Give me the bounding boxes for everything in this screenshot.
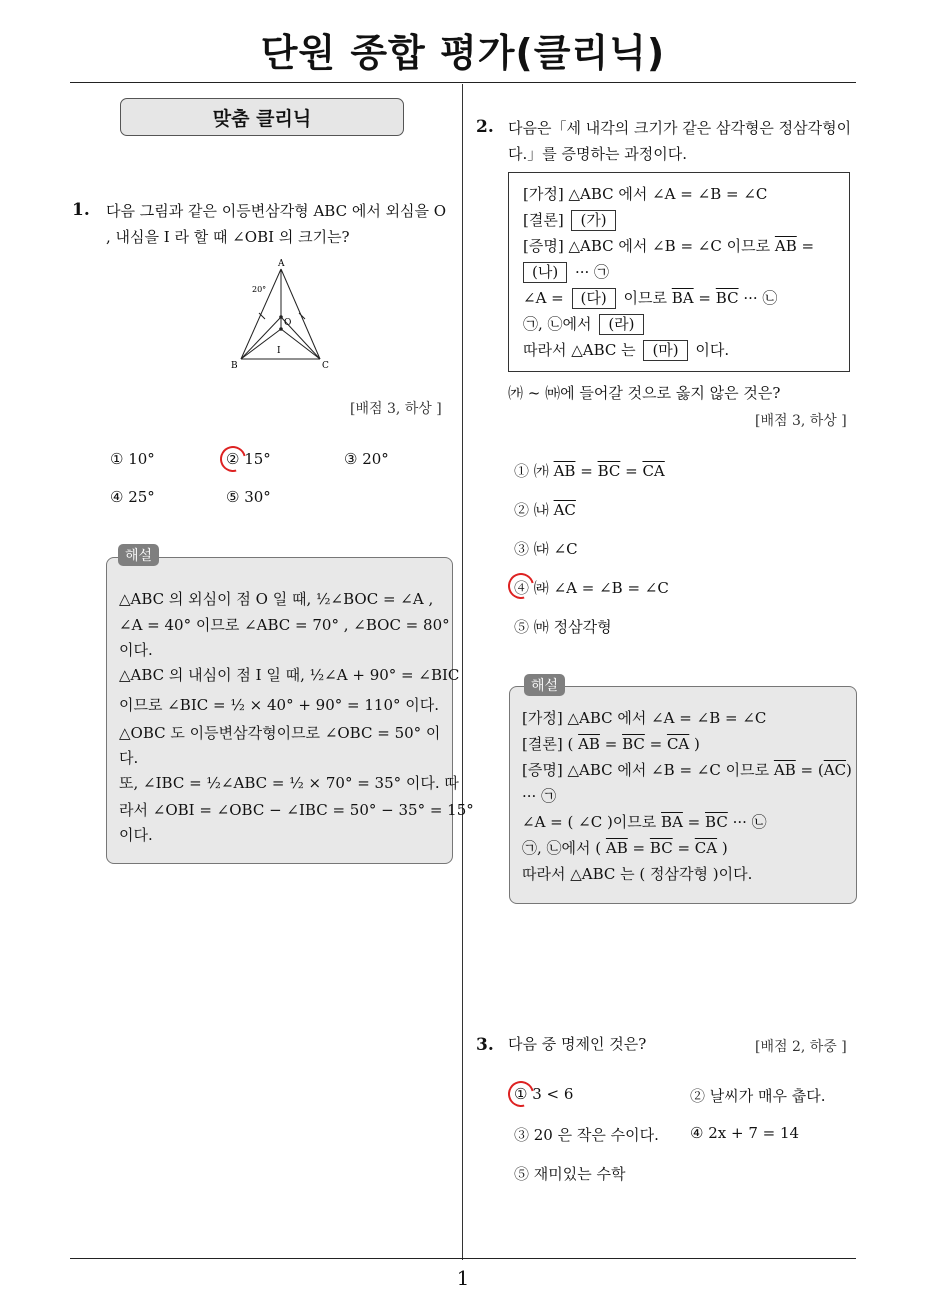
proof-line-7 (523, 339, 729, 361)
q1-solution-box (106, 557, 474, 864)
footer-rule (70, 1258, 856, 1259)
question-2-number: 2. (476, 117, 494, 137)
proof-eq: = (801, 237, 815, 255)
q2-sol-seg-ca-2: $\overline{CA}$ (694, 839, 718, 857)
q1-solution-line-10: 이다. (119, 826, 153, 844)
figure-angle-label: 20° (252, 285, 267, 294)
proof-from-refs: ㉠, ㉡에서 (523, 315, 592, 333)
q2-sol-proof-text: [증명] △ABC 에서 ∠B = ∠C 이므로 (522, 761, 770, 779)
question-3-score: [배점 2, 하중 ] (755, 1039, 847, 1055)
q2-sol-seg-ab: $\overline{AB}$ (578, 735, 600, 753)
q2-sol-line-4: ··· ㉠ (522, 787, 557, 805)
q2-option-2[interactable] (514, 499, 576, 520)
proof-line-1: [가정] △ABC 에서 ∠A = ∠B = ∠C (523, 185, 768, 203)
proof-eq-2: = (698, 289, 711, 307)
proof-end: 이다. (695, 341, 730, 359)
q2-option-1-tag: ㈎ (533, 462, 549, 480)
q3-option-2[interactable]: ② 날씨가 매우 춥다. (690, 1087, 826, 1105)
q2-option-3-number: ③ (514, 540, 530, 558)
proof-since: 이므로 (623, 289, 667, 307)
q1-solution-line-9: 라서 ∠OBI = ∠OBC − ∠IBC = 50° − 35° = 15° (119, 801, 474, 819)
q2-option-4-tag: ㈑ (533, 579, 549, 597)
q2-option-4[interactable] (514, 577, 669, 598)
q1-solution-line-6: △OBC 도 이등변삼각형이므로 ∠OBC = 50° 이 (119, 724, 441, 742)
question-2-text-line2: 다.」를 증명하는 과정이다. (508, 145, 687, 163)
q2-sol-ref-2: ··· ㉡ (732, 813, 767, 831)
q2-sol-seg-ba: $\overline{BA}$ (661, 813, 683, 831)
q3-answer-mark (503, 1076, 539, 1112)
proof-segment-ab: $\overline{AB}$ (774, 237, 797, 255)
q2-sol-seg-bc-2: $\overline{BC}$ (705, 813, 728, 831)
blank-da: (다) (572, 288, 616, 309)
q1-option-1[interactable]: ① 10° (110, 450, 155, 468)
q2-sol-eq-a: = (599, 735, 623, 753)
proof-line-4 (523, 261, 609, 283)
q3-option-1[interactable]: ① 3 < 6 (514, 1085, 574, 1103)
proof-ref-1: ··· ㉠ (574, 263, 610, 281)
proof-box (508, 172, 850, 372)
proof-line-3 (523, 235, 814, 256)
figure-label-a: A (278, 259, 285, 269)
q2-sol-line-1: [가정] △ABC 에서 ∠A = ∠B = ∠C (522, 709, 767, 727)
q3-option-3[interactable]: ③ 20 은 작은 수이다. (514, 1126, 659, 1144)
figure-label-b: B (231, 361, 238, 371)
q2-sol-eq-c: = ( (800, 761, 824, 779)
q2-option-3-text: ∠C (553, 540, 578, 558)
q1-answer-mark (215, 441, 251, 477)
proof-segment-bc: $\overline{BC}$ (715, 289, 739, 307)
q2-sol-angle-text: ∠A = ( ∠C )이므로 (522, 813, 657, 831)
q2-option-5-number: ⑤ (514, 618, 530, 636)
q2-sol-conclusion-label: [결론] ( (522, 735, 574, 753)
q1-option-3[interactable]: ③ 20° (344, 450, 389, 468)
q1-solution-tag: 해설 (118, 544, 159, 566)
proof-segment-ba: $\overline{BA}$ (671, 289, 694, 307)
blank-ga: (가) (571, 210, 615, 231)
q2-option-3-tag: ㈐ (533, 540, 549, 558)
q2-sol-eq-e: = (627, 839, 650, 857)
q2-option-4-number: ④ (514, 579, 530, 597)
q2-option-5[interactable] (514, 616, 612, 637)
page-number: 1 (456, 1266, 470, 1290)
blank-ra: (라) (599, 314, 643, 335)
triangle-figure (225, 255, 340, 375)
question-1-text-line1: 다음 그림과 같은 이등변삼각형 ABC 에서 외심을 O (106, 202, 447, 220)
q2-sol-eq-f: = (672, 839, 695, 857)
q1-option-4[interactable]: ④ 25° (110, 488, 155, 506)
q2-sol-seg-ca: $\overline{CA}$ (666, 735, 690, 753)
q2-sol-seg-ab-2: $\overline{AB}$ (773, 761, 796, 779)
section-label: 맞춤 클리닉 (120, 98, 404, 136)
proof-line-2 (523, 209, 619, 231)
q2-sol-line-3 (522, 757, 852, 783)
question-1-score: [배점 3, 하상 ] (350, 401, 442, 417)
q2-solution-box (509, 686, 857, 904)
q2-sol-seg-ab-3: $\overline{AB}$ (605, 839, 628, 857)
proof-ref-2: ··· ㉡ (743, 289, 778, 307)
q2-sol-close-2: ) (846, 761, 852, 779)
q2-option-1-seg-b: $\overline{BC}$ (597, 462, 621, 480)
q2-option-2-seg: $\overline{AC}$ (553, 501, 576, 519)
q2-answer-mark (503, 568, 539, 604)
column-divider (462, 84, 463, 1260)
figure-label-i: I (277, 346, 281, 356)
q2-option-5-tag: ㈒ (533, 618, 549, 636)
question-3-text: 다음 중 명제인 것은? (508, 1035, 647, 1053)
question-1-text-line2: , 내심을 I 라 할 때 ∠OBI 의 크기는? (106, 228, 350, 246)
proof-line-5 (523, 287, 777, 309)
q2-option-4-text: ∠A = ∠B = ∠C (553, 579, 669, 597)
q2-sol-line-5 (522, 809, 767, 835)
proof-line-6 (523, 313, 647, 335)
q2-option-1-eq1: = (575, 462, 598, 480)
q2-sol-line-7: 따라서 △ABC 는 ( 정삼각형 )이다. (522, 865, 753, 883)
q2-sol-seg-ac: $\overline{AC}$ (823, 761, 847, 779)
q2-option-3[interactable] (514, 538, 578, 559)
q1-solution-line-3: 이다. (119, 641, 153, 659)
q2-option-1-seg-c: $\overline{CA}$ (642, 462, 665, 480)
q2-option-2-number: ② (514, 501, 530, 519)
blank-ma: (마) (643, 340, 687, 361)
q1-solution-line-2: ∠A = 40° 이므로 ∠ABC = 70° , ∠BOC = 80° (119, 616, 450, 634)
q3-option-4[interactable]: ④ 2x + 7 = 14 (690, 1124, 800, 1142)
blank-na: (나) (523, 262, 567, 283)
q1-option-5[interactable]: ⑤ 30° (226, 488, 271, 506)
page-title: 단원 종합 평가(클리닉) (260, 31, 666, 75)
q1-solution-line-1: △ABC 의 외심이 점 O 일 때, ½∠BOC = ∠A , (119, 590, 434, 608)
q2-option-1[interactable] (514, 460, 665, 481)
proof-angle-a: ∠A = (523, 289, 564, 307)
proof-conclusion-label: [결론] (523, 211, 564, 229)
q2-sol-seg-bc-3: $\overline{BC}$ (649, 839, 673, 857)
q2-option-1-seg-a: $\overline{AB}$ (553, 462, 576, 480)
proof-therefore: 따라서 △ABC 는 (523, 341, 636, 359)
question-3-number: 3. (476, 1035, 494, 1055)
question-1-number: 1. (72, 200, 90, 220)
q1-solution-line-4: △ABC 의 내심이 점 I 일 때, ½∠A + 90° = ∠BIC (119, 666, 460, 684)
q2-option-5-text: 정삼각형 (553, 618, 612, 636)
q2-sol-line-2 (522, 731, 700, 757)
q2-option-2-tag: ㈏ (533, 501, 549, 519)
q2-solution-tag: 해설 (524, 674, 565, 696)
q2-option-1-eq2: = (620, 462, 643, 480)
q2-sol-from-refs: ㉠, ㉡에서 ( (522, 839, 602, 857)
q1-option-2[interactable]: ② 15° (226, 450, 271, 468)
q2-sol-eq-d: = (682, 813, 706, 831)
proof-line-3-text: [증명] △ABC 에서 ∠B = ∠C 이므로 (523, 237, 771, 255)
q2-sol-close-3: ) (721, 839, 728, 857)
q2-sol-seg-bc: $\overline{BC}$ (622, 735, 645, 753)
q1-solution-line-7: 다. (119, 749, 139, 767)
q2-option-1-number: ① (514, 462, 530, 480)
figure-label-o: O (284, 318, 292, 328)
q2-sol-close-1: ) (694, 735, 700, 753)
q2-sol-line-6 (522, 835, 728, 861)
header-rule (70, 82, 856, 83)
q1-solution-line-5: 이므로 ∠BIC = ½ × 40° + 90° = 110° 이다. (119, 696, 440, 714)
figure-label-c: C (322, 361, 329, 371)
q2-sol-eq-b: = (644, 735, 667, 753)
question-2-text-line1: 다음은「세 내각의 크기가 같은 삼각형은 정삼각형이 (508, 119, 852, 137)
question-2-score: [배점 3, 하상 ] (755, 413, 847, 429)
q3-option-5[interactable]: ⑤ 재미있는 수학 (514, 1165, 626, 1183)
question-2-prompt: ㈎ ~ ㈒에 들어갈 것으로 옳지 않은 것은? (508, 384, 781, 402)
q1-solution-line-8: 또, ∠IBC = ½∠ABC = ½ × 70° = 35° 이다. 따 (119, 774, 459, 792)
